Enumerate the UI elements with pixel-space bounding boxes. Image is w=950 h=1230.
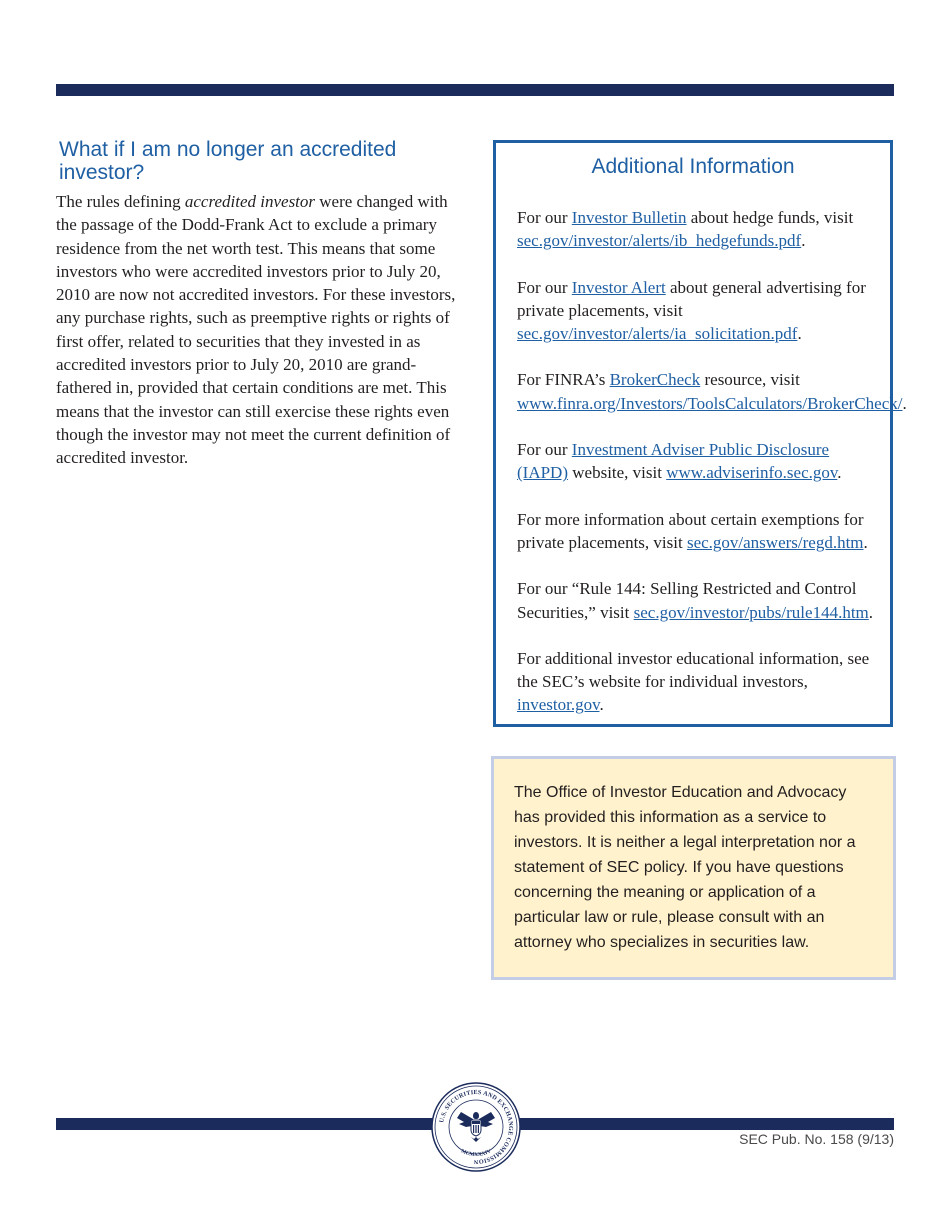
disclaimer-text: The Office of Investor Education and Advocacy has provided this information as a service to investors. It is neither a legal interpretation nor a statement of SEC policy. If you have questions concerning the meaning or application of a particular law or rule, please consult with an attorney who specializes in securities law. (514, 784, 856, 951)
info-text: For our (517, 277, 572, 297)
investor-bulletin-link[interactable]: Investor Bulletin (571, 208, 687, 227)
publication-number: SEC Pub. No. 158 (9/13) (739, 1131, 894, 1147)
iapd-link[interactable]: Investment Adviser Public Disclosure (IAPD) (517, 440, 830, 483)
info-text: . (837, 463, 842, 483)
section-body (56, 190, 456, 470)
additional-information-title: Additional Information (591, 155, 795, 178)
info-item-iapd (517, 438, 875, 485)
info-list (517, 206, 907, 717)
info-text: website, visit (568, 463, 667, 483)
info-text: about hedge funds, visit (686, 208, 854, 227)
info-text: For our “Rule 144: Selling Restricted and Control Securities,” visit (517, 579, 857, 622)
top-rule (56, 84, 894, 96)
info-item-investor-gov (517, 647, 875, 717)
info-item-hedge-funds (517, 206, 875, 253)
hedgefunds-pdf-link[interactable]: sec.gov/investor/alerts/ib_hedgefunds.pdf (517, 231, 802, 251)
info-text: . (599, 695, 604, 715)
seal-ring-text: U.S. SECURITIES AND EXCHANGE COMMISSION (438, 1088, 515, 1166)
investor-gov-link[interactable]: investor.gov (517, 695, 600, 715)
info-text: For FINRA’s (517, 370, 610, 390)
sec-seal-icon (431, 1082, 521, 1172)
info-item-exemptions (517, 508, 875, 555)
brokercheck-link[interactable]: BrokerCheck (609, 370, 701, 390)
adviserinfo-link[interactable]: www.adviserinfo.sec.gov (666, 463, 838, 483)
info-text: . (868, 602, 874, 622)
info-text: For additional investor educational information, see the SEC’s website for individual investors, (517, 648, 870, 692)
info-text: about general advertising for private placements, visit (517, 277, 866, 320)
info-text: For our (517, 208, 572, 227)
rule144-link[interactable]: sec.gov/investor/pubs/rule144.htm (633, 602, 869, 622)
investor-alert-link[interactable]: Investor Alert (571, 277, 666, 297)
section-heading: What if I am no longer an accredited investor? (59, 138, 397, 184)
solicitation-pdf-link[interactable]: sec.gov/investor/alerts/ia_solicitation.pdf (517, 324, 798, 344)
info-text: For more information about certain exemptions for private placements, visit (517, 509, 864, 552)
regd-link[interactable]: sec.gov/answers/regd.htm (686, 532, 864, 552)
body-rest: were changed with the passage of the Dodd-Frank Act to exclude a primary residence from the net worth test. This means that some investors who were accredited investors prior to July 20, 2010 are now not accredited investors. For these investors, any purchase rights, such as preemptive rights or rights of first offer, related to securities that they invested in as accredited investors prior to July 20, 2010 are grand-fathered in, provided that certain conditions are met. This means that the investor can still exercise these rights even though the investor may not meet the current definition of accredited investor. (56, 192, 456, 468)
info-item-general-advertising (517, 276, 875, 346)
body-italic-term: accredited investor (184, 192, 316, 211)
info-text: . (797, 324, 802, 344)
info-item-rule-144 (517, 577, 875, 624)
info-text: For our (517, 440, 572, 460)
info-item-brokercheck (517, 368, 907, 415)
body-prefix: The rules defining (56, 192, 185, 211)
info-text: resource, visit (700, 370, 800, 390)
disclaimer-notice-box (491, 756, 896, 980)
seal-year-text: MCMXXXIV (459, 1148, 493, 1159)
info-text: . (863, 532, 868, 552)
additional-information-box (493, 140, 907, 727)
finra-brokercheck-url-link[interactable]: www.finra.org/Investors/ToolsCalculators/BrokerCheck/ (517, 393, 903, 413)
info-text: . (902, 393, 907, 413)
accredited-investor-section (56, 138, 456, 470)
info-text: . (801, 231, 806, 251)
